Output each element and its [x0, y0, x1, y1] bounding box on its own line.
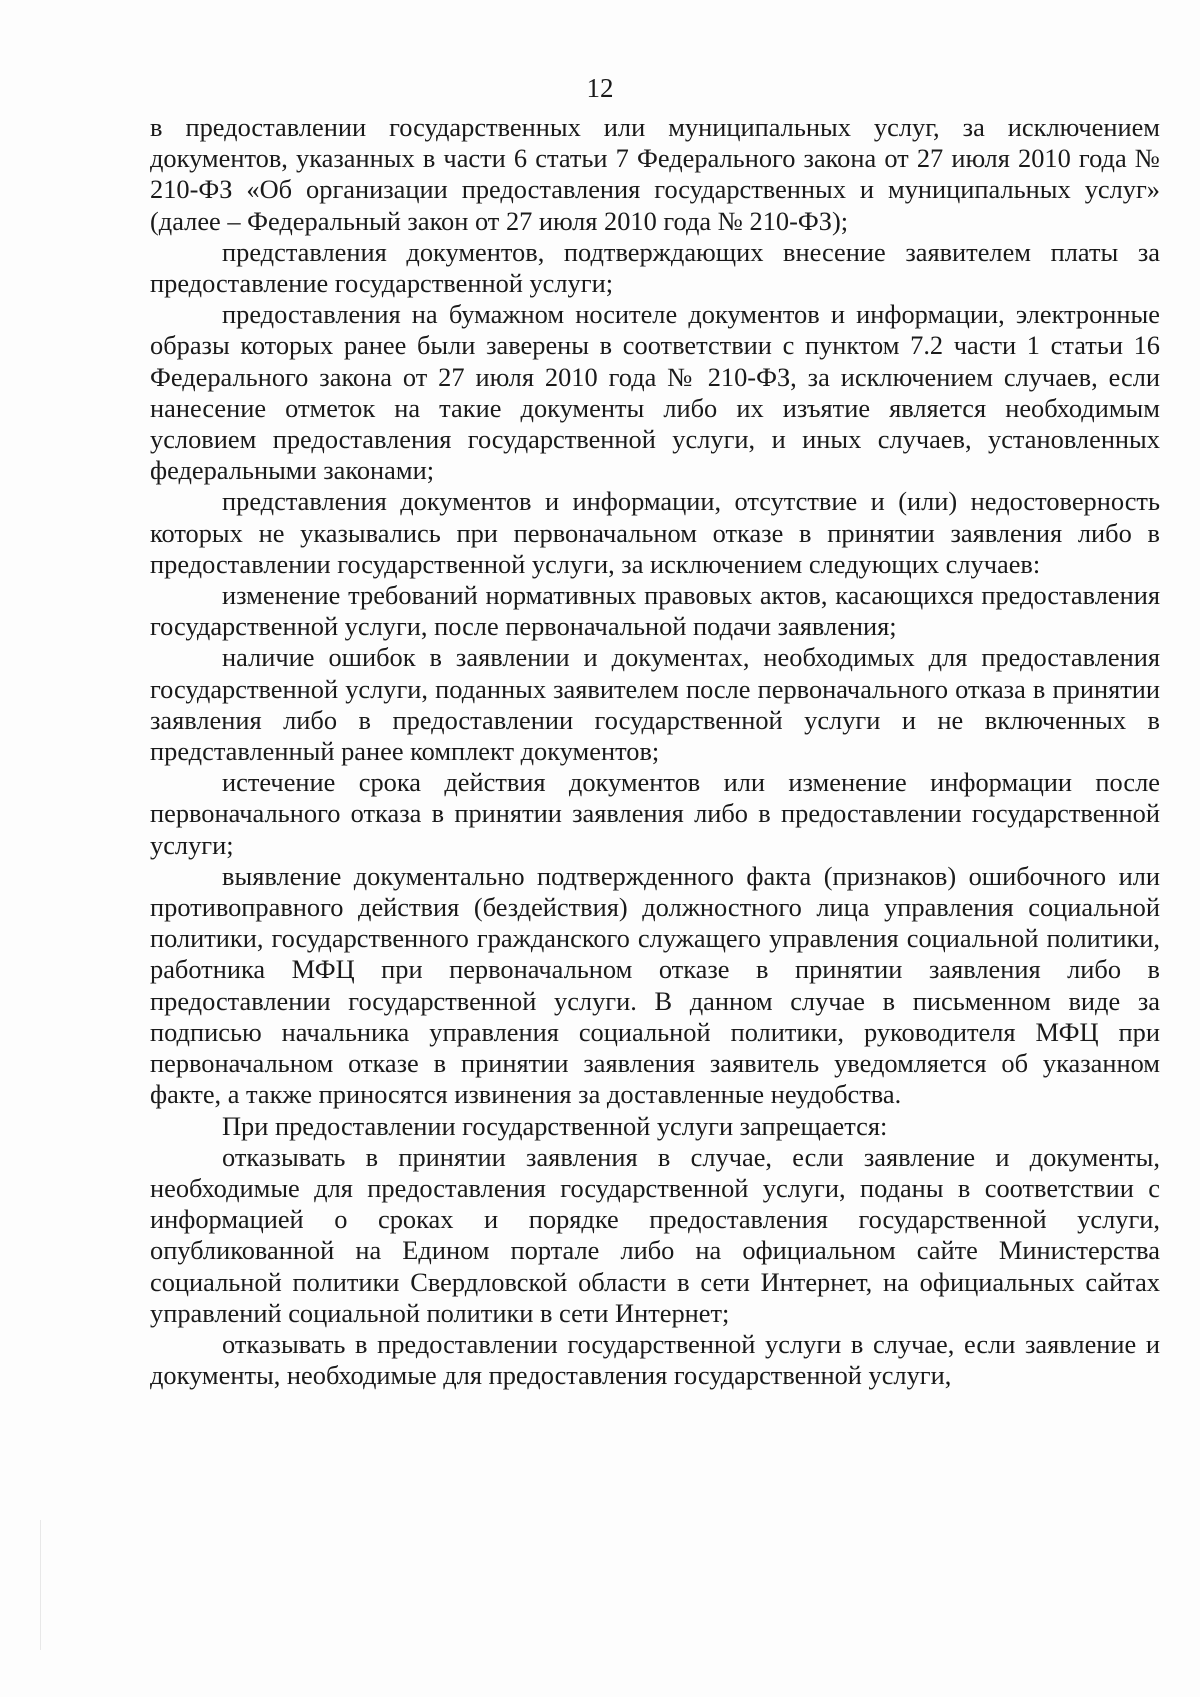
scan-artifact-line [40, 1520, 41, 1650]
paragraph-prohibitions-heading: При предоставлении государственной услуги запрещается: [222, 1110, 888, 1141]
paragraph-payment-documents: представления документов, подтверждающих внесение заявителем платы за предоставление государственной услуги; [150, 236, 1160, 299]
page-number: 12 [586, 73, 614, 103]
paragraph-requirements-change: изменение требований нормативных правовых актов, касающихся предоставления государственной услуги, после первоначальной подачи заявления; [150, 580, 1160, 642]
paragraph-continuation: в предоставлении государственных или муниципальных услуг, за исключением документов, указанных в части 6 статьи 7 Федерального закона от 27 июля 2010 года № 210-ФЗ «Об организации предоставления государственных и муниципальных услуг» (далее – Федеральный закон от 27 июля 2010 года № 210-ФЗ); [150, 112, 1160, 236]
paragraph-document-expiry: истечение срока действия документов или изменение информации после первоначального отказа в принятии заявления либо в предоставлении государственной услуги; [150, 767, 1160, 860]
paragraph-refuse-acceptance: отказывать в принятии заявления в случае, если заявление и документы, необходимые для предоставления государственной услуги, поданы в соответствии с информацией о сроках и порядке предоставления государственной услуги, опубликованной на Едином портале либо на официальном сайте Министерства социальной политики Свердловской области в сети Интернет, на официальных сайтах управлений социальной политики в сети Интернет; [150, 1141, 1160, 1328]
paragraph-official-error: выявление документально подтвержденного факта (признаков) ошибочного или противоправного действия (бездействия) должностного лица управления социальной политики, государственного гражданского служащего управления социальной политики, работника МФЦ при первоначальном отказе в принятии заявления либо в предоставлении государственной услуги. В данном случае в письменном виде за подписью начальника управления социальной политики, руководителя МФЦ при первоначальном отказе в принятии заявления заявитель уведомляется об указанном факте, а также приносятся извинения за доставленные неудобства. [150, 860, 1160, 1110]
document-body [150, 112, 1160, 1391]
paragraph-refuse-service: отказывать в предоставлении государственной услуги в случае, если заявление и документы, необходимые для предоставления государственной услуги, [150, 1328, 1160, 1391]
paragraph-paper-documents: предоставления на бумажном носителе документов и информации, электронные образы которых ранее были заверены в соответствии с пунктом 7.2 части 1 статьи 16 Федерального закона от 27 июля 2010 года № 210-ФЗ, за исключением случаев, если нанесение отметок на такие документы либо их изъятие является необходимым условием предоставления государственной услуги, и иных случаев, установленных федеральными законами; [150, 299, 1160, 486]
paragraph-application-errors: наличие ошибок в заявлении и документах, необходимых для предоставления государственной услуги, поданных заявителем после первоначального отказа в принятии заявления либо в предоставлении государственной услуги и не включенных в представленный ранее комплект документов; [150, 642, 1160, 767]
paragraph-unmentioned-documents: представления документов и информации, отсутствие и (или) недостоверность которых не указывались при первоначальном отказе в принятии заявления либо в предоставлении государственной услуги, за исключением следующих случаев: [150, 486, 1160, 579]
